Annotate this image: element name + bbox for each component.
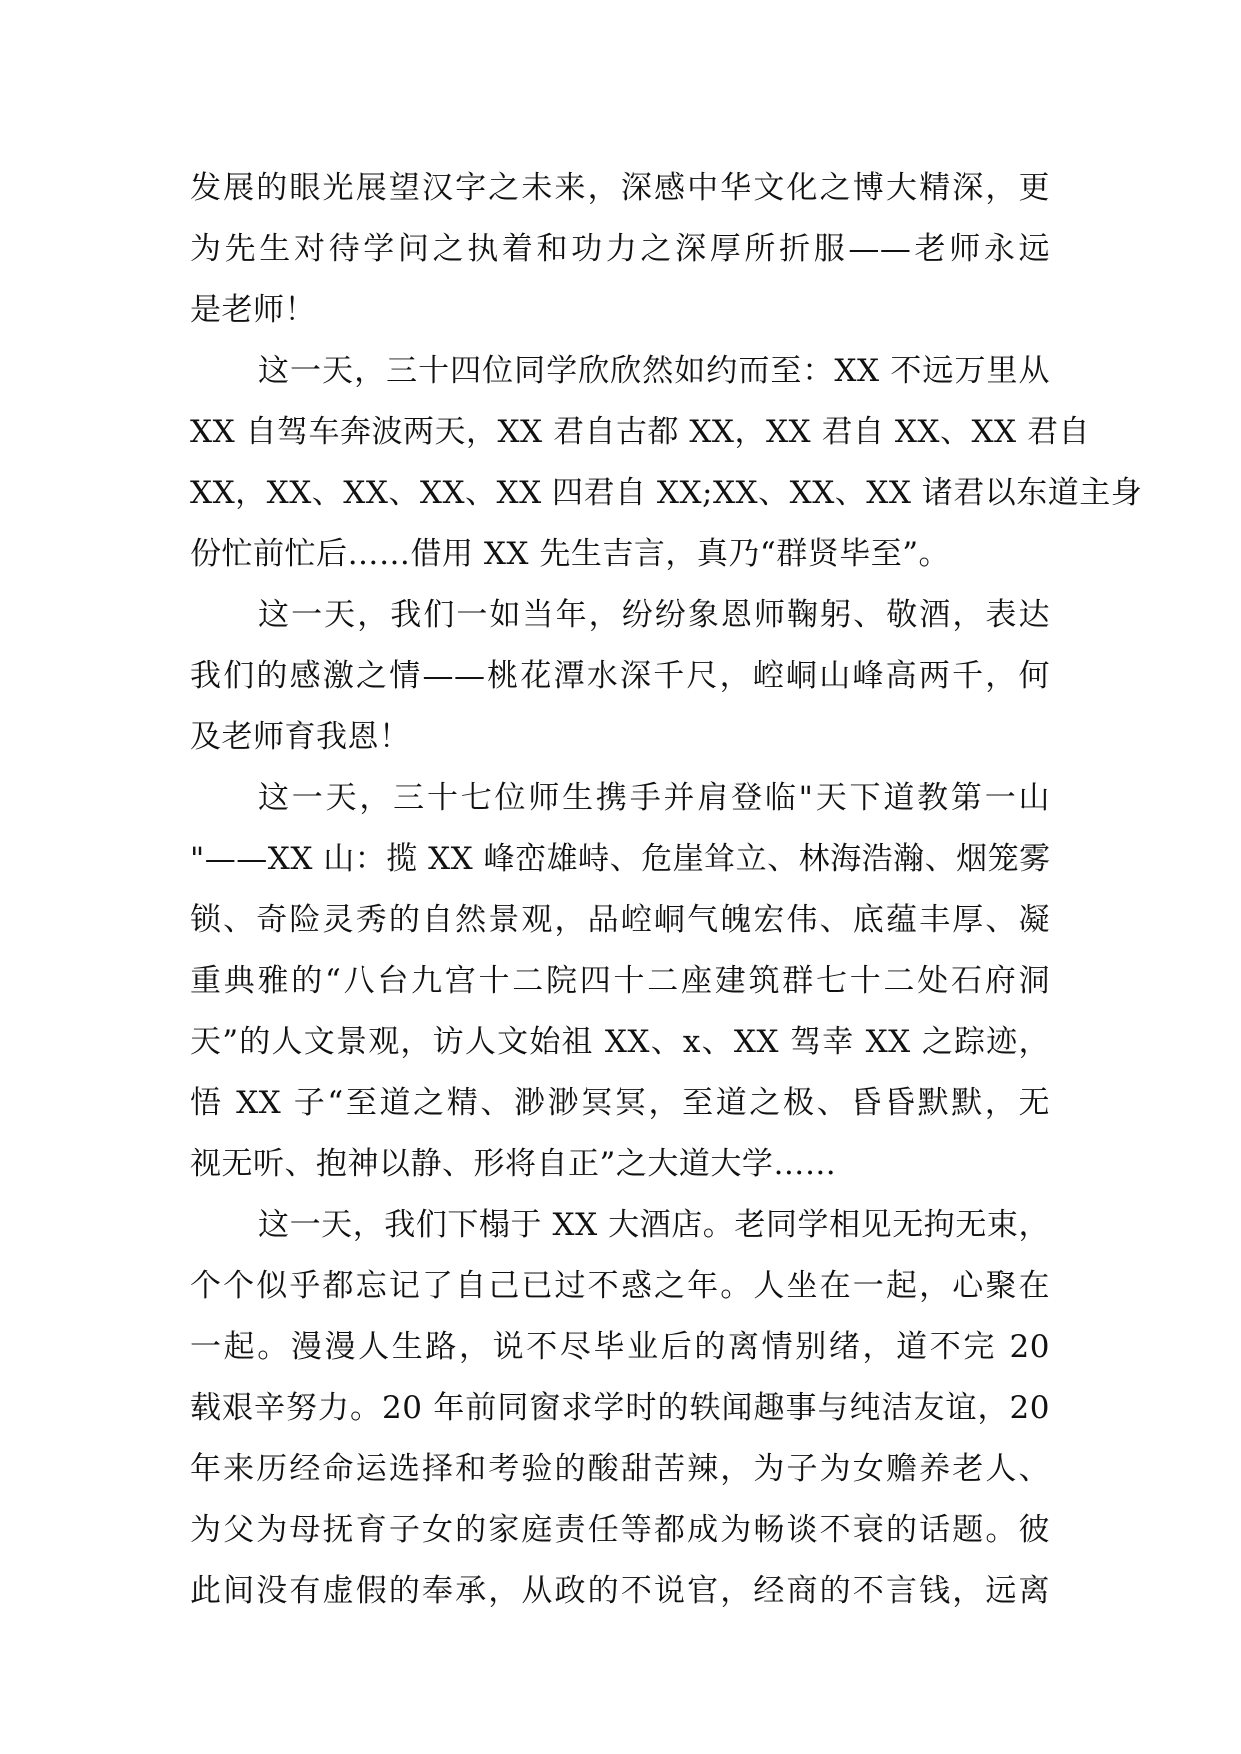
text-line: 此间没有虚假的奉承，从政的不说官，经商的不言钱，远离 bbox=[190, 1573, 1050, 1609]
text-line: 年来历经命运选择和考验的酸甜苦辣，为子为女赡养老人、 bbox=[190, 1451, 1050, 1487]
text-line: 天”的人文景观，访人文始祖 XX、x、XX 驾幸 XX 之踪迹， bbox=[190, 1024, 1050, 1060]
text-line: 锁、奇险灵秀的自然景观，品崆峒气魄宏伟、底蕴丰厚、凝 bbox=[190, 902, 1050, 938]
text-line: 这一天，我们一如当年，纷纷象恩师鞠躬、敬酒，表达 bbox=[258, 597, 1050, 633]
text-line: XX 自驾车奔波两天，XX 君自古都 XX，XX 君自 XX、XX 君自 bbox=[190, 414, 1090, 450]
text-line: 发展的眼光展望汉字之未来，深感中华文化之博大精深，更 bbox=[190, 170, 1050, 206]
text-line: 及老师育我恩！ bbox=[190, 719, 411, 755]
text-line: 个个似乎都忘记了自己已过不惑之年。人坐在一起，心聚在 bbox=[190, 1268, 1050, 1304]
text-line: 这一天，我们下榻于 XX 大酒店。老同学相见无拘无束， bbox=[258, 1207, 1050, 1243]
text-line: 我们的感激之情——桃花潭水深千尺，崆峒山峰高两千，何 bbox=[190, 658, 1050, 694]
text-line: 为先生对待学问之执着和功力之深厚所折服——老师永远 bbox=[190, 231, 1050, 267]
text-line: 份忙前忙后……借用 XX 先生吉言，真乃“群贤毕至”。 bbox=[190, 536, 951, 572]
text-line: 为父为母抚育子女的家庭责任等都成为畅谈不衰的话题。彼 bbox=[190, 1512, 1050, 1548]
text-line: 悟 XX 子“至道之精、渺渺冥冥，至道之极、昏昏默默，无 bbox=[190, 1085, 1050, 1121]
text-line: 这一天，三十四位同学欣欣然如约而至：XX 不远万里从 bbox=[258, 353, 1050, 389]
text-line: 载艰辛努力。20 年前同窗求学时的轶闻趣事与纯洁友谊，20 bbox=[190, 1390, 1050, 1426]
text-line: 重典雅的“八台九宫十二院四十二座建筑群七十二处石府洞 bbox=[190, 963, 1050, 999]
text-line: 是老师！ bbox=[190, 292, 316, 328]
text-line: 一起。漫漫人生路，说不尽毕业后的离情别绪，道不完 20 bbox=[190, 1329, 1050, 1365]
text-line: 这一天，三十七位师生携手并肩登临"天下道教第一山 bbox=[258, 780, 1050, 816]
text-line: XX，XX、XX、XX、XX 四君自 XX;XX、XX、XX 诸君以东道主身 bbox=[190, 475, 1143, 511]
text-line: 视无听、抱神以静、形将自正”之大道大学…… bbox=[190, 1146, 837, 1182]
body-text bbox=[190, 158, 1143, 1622]
text-line: "——XX 山：揽 XX 峰峦雄峙、危崖耸立、林海浩瀚、烟笼雾 bbox=[190, 841, 1051, 877]
